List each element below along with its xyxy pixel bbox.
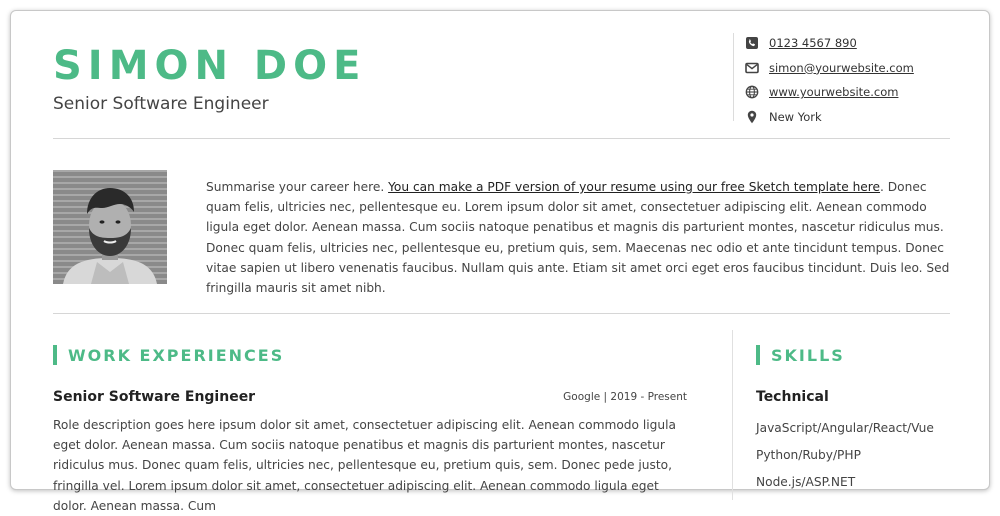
globe-icon	[745, 85, 759, 99]
skills-group-title: Technical	[756, 389, 829, 405]
skill-item: JavaScript/Angular/React/Vue	[756, 421, 934, 435]
location-pin-icon	[745, 110, 759, 124]
email-icon	[745, 61, 759, 75]
resume-page	[10, 10, 990, 513]
resume-name: SIMON DOE	[53, 43, 367, 89]
contact-divider	[733, 33, 734, 121]
contact-list	[745, 31, 914, 129]
contact-website	[745, 80, 914, 105]
contact-email-text[interactable]: simon@yourwebsite.com	[769, 60, 914, 75]
job-company-dates: Google | 2019 - Present	[563, 391, 687, 403]
summary-intro: Summarise your career here.	[206, 180, 389, 194]
skill-item: Node.js/ASP.NET	[756, 475, 856, 489]
contact-location-text: New York	[769, 109, 822, 124]
header-divider	[53, 138, 950, 139]
work-section-accent-bar	[53, 345, 57, 365]
skills-list	[756, 415, 934, 496]
work-section-header	[53, 345, 284, 365]
job-description: Role description goes here ipsum dolor sit amet, consectetuer adipiscing elit. Aenean commodo ligula eget dolor. Aenean massa. Cum sociis natoque penatibus et magnis dis parturient montes, nascetur ridiculus mus. Donec quam felis, ultricies nec, pellentesque eu, pretium quis, sem. Donec pede justo, fringilla vel. Lorem ipsum dolor sit amet, consectetuer adipiscing elit. Aenean commodo ligula eget dolor. Aenean massa. Cum	[53, 418, 676, 513]
skills-section-title: SKILLS	[771, 345, 845, 365]
profile-photo	[53, 170, 167, 284]
summary-rest: . Donec quam felis, ultricies nec, pellentesque eu. Lorem ipsum dolor sit amet, consectetuer adipiscing elit. Aenean commodo ligula eget dolor. Aenean massa. Cum sociis natoque penatibus et magnis dis parturient montes, nascetur ridiculus mus. Donec quam felis, ultricies nec, pellentesque eu, pretium quis, sem. Maecenas nec odio et ante tincidunt tempus. Donec vitae sapien ut libero venenatis faucibus. Nullam quis ante. Etiam sit amet orci eget eros faucibus tincidunt. Duis leo. Sed fringilla mauris sit amet nibh.	[206, 180, 950, 296]
work-section-title: WORK EXPERIENCES	[68, 345, 285, 365]
contact-website-text[interactable]: www.yourwebsite.com	[769, 85, 899, 100]
column-divider	[732, 330, 733, 500]
contact-phone-text[interactable]: 0123 4567 890	[769, 36, 857, 51]
sketch-template-link[interactable]: You can make a PDF version of your resume using our free Sketch template here	[388, 180, 881, 194]
career-summary	[206, 177, 952, 298]
job-title: Senior Software Engineer	[53, 389, 256, 405]
skills-section-accent-bar	[756, 345, 760, 365]
contact-location	[745, 105, 914, 130]
skills-section-header	[756, 345, 845, 365]
resume-job-title: Senior Software Engineer	[53, 94, 269, 114]
summary-divider	[53, 313, 950, 314]
contact-phone	[745, 31, 914, 56]
skill-item: Python/Ruby/PHP	[756, 448, 861, 462]
phone-icon	[745, 36, 759, 50]
contact-email	[745, 56, 914, 81]
